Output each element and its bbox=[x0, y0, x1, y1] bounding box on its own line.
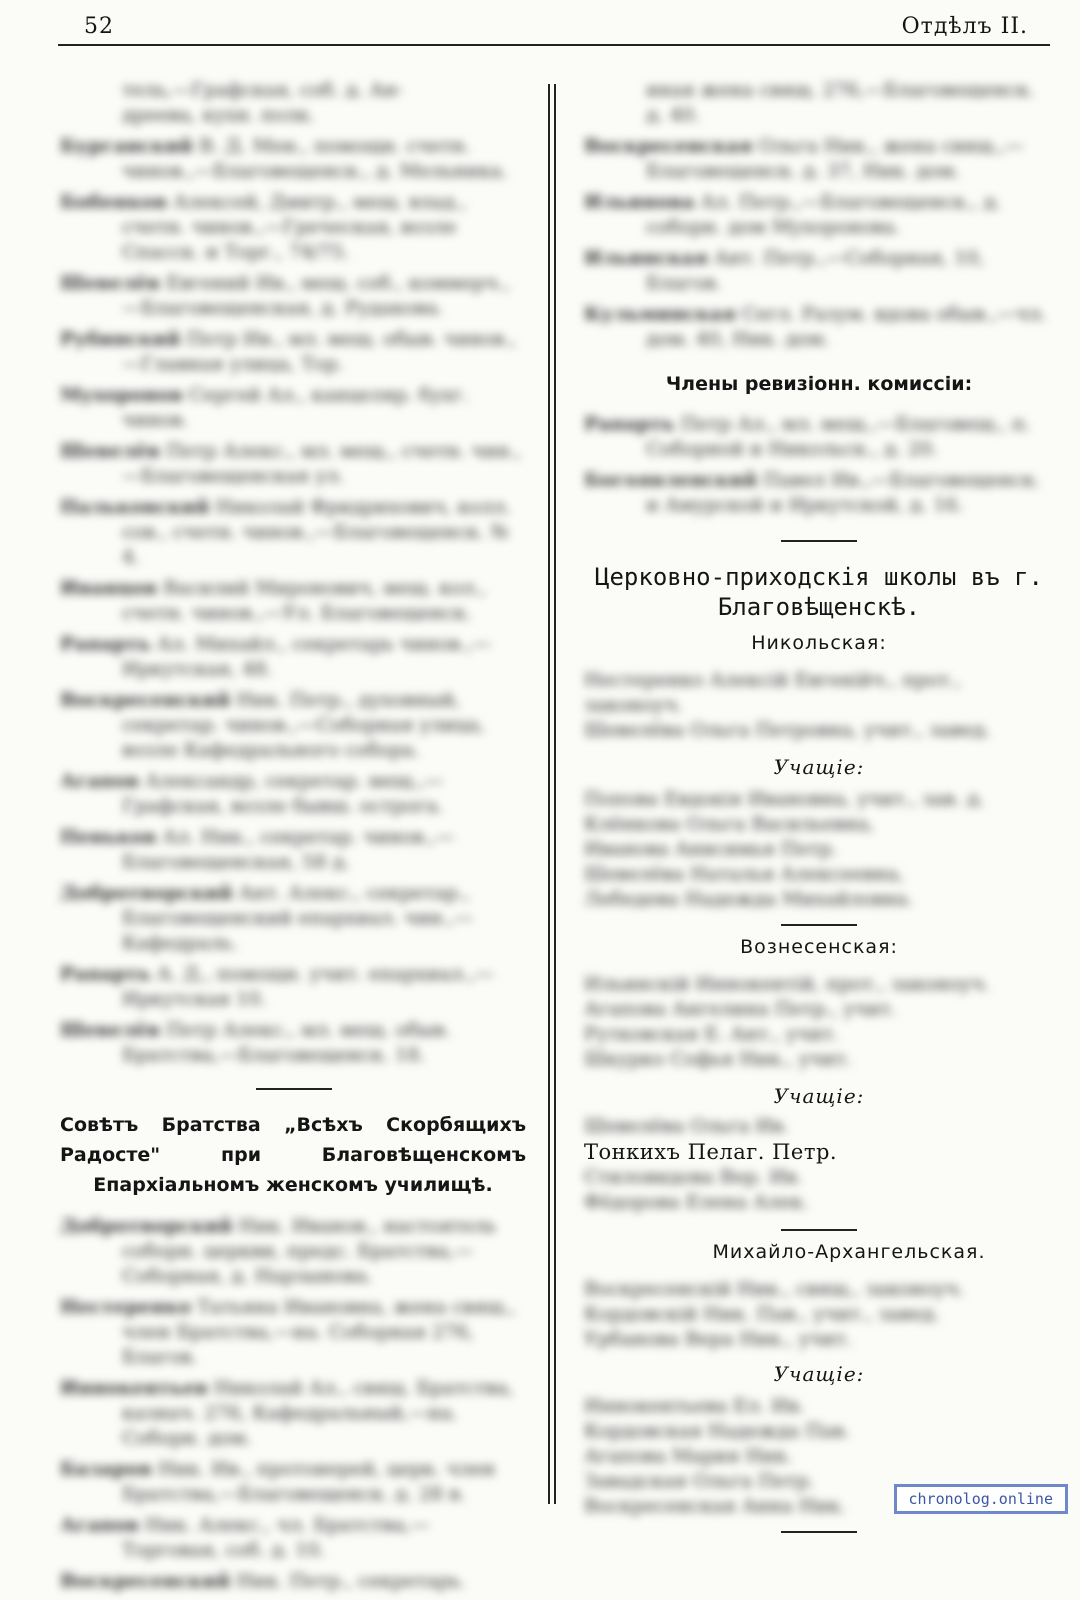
entry-details: Сергей Ал., канцеляр. бухг. чинов. bbox=[122, 384, 469, 431]
entry-details: А. Д., помощн. учит. епархиал.,—Иркутская 10. bbox=[122, 963, 494, 1010]
entry-surname: Агапов bbox=[60, 1514, 140, 1536]
section-dash bbox=[781, 1531, 857, 1533]
nikolskaya-teachers bbox=[584, 787, 1054, 912]
entry-surname: Мухоронов bbox=[60, 384, 183, 406]
nikolskaya-staff bbox=[584, 668, 1054, 743]
continued-text-right: иная жена свящ. 276,—Благовещенск. д. 40. bbox=[646, 79, 1035, 126]
entry-details: Евгений Ив., мещ. соб., коммерч.,—Благовещенская, д. Рудакова. bbox=[122, 272, 510, 319]
entry-details: Татьяна Ивановна, жена свящ., член Братства,—на. Соборная 276, Благов. bbox=[122, 1296, 516, 1368]
left-entries bbox=[60, 134, 526, 1068]
staff-line: Попова Евдокія Ивановна, учит., зав. д. bbox=[584, 788, 985, 810]
entry-surname: Шевелёв bbox=[60, 272, 161, 294]
entry-details: Петр Ал., мл. мещ.,—Благовещ., п. Соборной и Никольск., д. 20. bbox=[646, 413, 1031, 460]
voznesenskaya-staff bbox=[584, 972, 1054, 1072]
entry-surname: Кульминская bbox=[584, 303, 736, 325]
directory-entry bbox=[60, 881, 526, 956]
section-title: Отдѣлъ II. bbox=[901, 14, 1028, 39]
entry-surname: Воскресенский bbox=[60, 689, 231, 711]
entry-surname: Воскресенский bbox=[60, 1570, 231, 1592]
directory-entry bbox=[60, 1513, 526, 1563]
staff-line: Ильинскій Иннокентій, прот., законоуч. bbox=[584, 973, 990, 995]
header-rule bbox=[58, 44, 1050, 46]
directory-entry bbox=[584, 412, 1054, 462]
staff-line: Лебедева Надежда Михайловна. bbox=[584, 888, 914, 910]
continued-text: тель,—Графская, соб. д. Ан- дреева, кухн. полк. bbox=[122, 79, 403, 126]
staff-line: Шевелёва Наталья Алексеевна, bbox=[584, 863, 904, 885]
directory-entry bbox=[584, 468, 1054, 518]
staff-line: Нестеренко Алексій Евгенійч., прот., законоуч. bbox=[584, 669, 962, 716]
entry-surname: Нестеренко bbox=[60, 1296, 192, 1318]
column-divider bbox=[548, 84, 556, 1504]
entry-surname: Агапов bbox=[60, 770, 140, 792]
voznesenskaya-teachers bbox=[584, 1114, 1054, 1215]
entry-details: Ольга Ник., жена свящ.,—Благовещенск. д. 37, Ник. дом. bbox=[646, 135, 1025, 182]
directory-entry bbox=[60, 1457, 526, 1507]
right-column bbox=[584, 78, 1054, 1543]
school-name-voznesenskaya: Вознесенская: bbox=[740, 936, 898, 958]
staff-line: Иннокентьева Ел. Ив. bbox=[584, 1395, 805, 1417]
entry-details: Петр Алекс., мл. мещ. обыв. Братства,—Благовещенск. 18. bbox=[122, 1019, 451, 1066]
entry-surname: Добротворский bbox=[60, 1215, 233, 1237]
sovet-entries bbox=[60, 1214, 526, 1594]
entry-details: Ант. Петр.,—Соборная, 10, Благов. bbox=[646, 247, 985, 294]
section-dash bbox=[781, 540, 857, 542]
left-column bbox=[60, 78, 526, 1600]
entry-details: Ал. Ник., секретар. чинов.,—Благовещенская, 58 д. bbox=[122, 826, 455, 873]
revision-heading: Члены ревизіонн. комиссіи: bbox=[665, 373, 973, 395]
entry-surname: Рубинский bbox=[60, 328, 181, 350]
directory-entry bbox=[60, 632, 526, 682]
entry-surname: Шевелёв bbox=[60, 1019, 161, 1041]
directory-entry bbox=[60, 576, 526, 626]
entry-surname: Ильинова bbox=[584, 191, 695, 213]
staff-line: Рутковская Е. Ант., учит. bbox=[584, 1023, 839, 1045]
entry-surname: Базаров bbox=[60, 1458, 153, 1480]
watermark[interactable]: chronolog.online bbox=[894, 1484, 1069, 1514]
entry-surname: Рапарть bbox=[584, 413, 675, 435]
entry-details: Петр Алекс., мл. мещ., счетн. чин.,—Благовещенская ул. bbox=[122, 440, 522, 487]
entry-surname: Иванцов bbox=[60, 577, 158, 599]
staff-line: Агапова Мария Ник. bbox=[584, 1445, 793, 1467]
directory-entry bbox=[60, 1376, 526, 1451]
section-dash bbox=[781, 924, 857, 926]
entry-surname: Бурганский bbox=[60, 135, 194, 157]
entry-details: Ник. Иванов., настоятель соборн. церкви, предс. Братства,—Соборная, д. Нарзынова. bbox=[122, 1215, 497, 1287]
entry-surname: Ильинская bbox=[584, 247, 708, 269]
staff-line: Агапова Ангелина Петр., учит. bbox=[584, 998, 897, 1020]
teachers-label: Учащіе: bbox=[773, 755, 865, 779]
entry-details: Алексей, Дмитр., мещ. влад., счетн. чинов.,—Греческая, возле Спасск. и Торг., 74/75. bbox=[122, 191, 467, 263]
section-dash bbox=[781, 1229, 857, 1231]
entry-details: Николай Ал., свящ. Братства, казнач. 276, Кафедральный,—на. Соборн. дом. bbox=[122, 1377, 514, 1449]
teacher-name-visible: Тонкихъ Пелаг. Петр. bbox=[584, 1140, 838, 1164]
mikh-staff bbox=[584, 1277, 1054, 1352]
staff-line: Воскресенскій Ник., свящ., законоуч. bbox=[584, 1278, 965, 1300]
directory-entry bbox=[60, 1214, 526, 1289]
entry-details: Сегл. Разум. вдова обыв.,—чл. дом. 40, Ник. дом. bbox=[646, 303, 1047, 350]
entry-details: Павел Ив.,—Благовещенск. и Амурской и Иркутской, д. 16. bbox=[646, 469, 1041, 516]
staff-line: Фёдорова Елена Алек. bbox=[584, 1191, 809, 1213]
staff-line: Шкурко Софья Ник., учит. bbox=[584, 1048, 852, 1070]
staff-line: Урбанова Вера Ник., учит. bbox=[584, 1328, 852, 1350]
directory-entry bbox=[60, 1295, 526, 1370]
staff-line: Шевелёва Ольга Петровна, учит., завед. bbox=[584, 719, 991, 741]
page-number: 52 bbox=[84, 14, 114, 39]
entry-details: Петр Ив., мл. мещ. обыв. чинов.,—Главная улица, Тор. bbox=[122, 328, 517, 375]
entry-surname: Шевелёв bbox=[60, 440, 161, 462]
directory-entry bbox=[60, 383, 526, 433]
directory-entry bbox=[60, 190, 526, 265]
entry-details: Ал. Петр.,—Благовещенск., д. соборн. дом Мухоронова. bbox=[646, 191, 1002, 238]
entry-surname: Добротворский bbox=[60, 882, 233, 904]
entry-surname: Бобенков bbox=[60, 191, 168, 213]
entry-details: Василий Миронович, мещ. кол., счетн. чинов.,—Ул. Благовещенск. bbox=[122, 577, 487, 624]
entry-surname: Рапарть bbox=[60, 963, 151, 985]
revision-entries bbox=[584, 412, 1054, 518]
staff-line: Завадская Ольга Петр. bbox=[584, 1470, 815, 1492]
entry-details: Николай Фридрихович, колл. сов., счетн. чинов.,—Благовещенск. № 4. bbox=[122, 496, 512, 568]
entry-surname: Пеньков bbox=[60, 826, 157, 848]
entry-details: Ант. Алекс., секретар., Благовещенский епархиал. чин.,—Кафедраль. bbox=[122, 882, 474, 954]
directory-entry bbox=[60, 495, 526, 570]
entry-details: Ник. Ив., протоиерей, церк. член Братства,—Благовещенск. д. 28 в. bbox=[122, 1458, 496, 1505]
directory-entry bbox=[60, 327, 526, 377]
entry-details: Ал. Михайл., секретарь чинов.,—Иркутская, 48. bbox=[122, 633, 492, 680]
entry-surname: Пальковский bbox=[60, 496, 210, 518]
entry-surname: Богоявленский bbox=[584, 469, 758, 491]
entry-surname: Рапарть bbox=[60, 633, 151, 655]
directory-entry bbox=[60, 134, 526, 184]
staff-line: Клёнкова Ольга Васильевна, bbox=[584, 813, 875, 835]
staff-line: Кордовская Надежда Пав. bbox=[584, 1420, 851, 1442]
staff-line: Кордовскій Ник. Пав., учит., завед. bbox=[584, 1303, 940, 1325]
directory-entry bbox=[60, 769, 526, 819]
staff-line: Стиловидова Вер. Ив. bbox=[584, 1166, 803, 1188]
directory-entry bbox=[584, 190, 1054, 240]
directory-entry bbox=[584, 246, 1054, 296]
schools-title: Церковно-приходскія школы въ г. Благовѣщенскѣ. bbox=[595, 563, 1043, 621]
staff-line: Шевелёва Ольга Ив. bbox=[584, 1115, 789, 1137]
directory-entry bbox=[60, 1018, 526, 1068]
sovet-heading: Совѣтъ Братства „Всѣхъ Скорбящихъ Радосте" при Благовѣщенскомъ Епархіальномъ женскомъ училищѣ. bbox=[60, 1114, 526, 1196]
entry-details: В. Д. Мен., помощн. счетн. чинов.,—Благовещенск., д. Мельника. bbox=[122, 135, 508, 182]
section-dash bbox=[256, 1088, 332, 1090]
directory-entry bbox=[584, 302, 1054, 352]
entry-surname: Иннокентьев bbox=[60, 1377, 209, 1399]
teachers-label: Учащіе: bbox=[773, 1362, 865, 1386]
directory-entry bbox=[60, 962, 526, 1012]
directory-entry bbox=[60, 825, 526, 875]
directory-entry bbox=[60, 1569, 526, 1594]
right-top-entries bbox=[584, 134, 1054, 352]
directory-entry bbox=[60, 439, 526, 489]
school-name-mikh: Михайло-Архангельская. bbox=[712, 1241, 986, 1263]
school-name-nikolskaya: Никольская: bbox=[751, 632, 887, 654]
directory-entry bbox=[60, 271, 526, 321]
teachers-label: Учащіе: bbox=[773, 1084, 865, 1108]
entry-details: Александр, секретар. мещ.,—Графская, возле бывш. острога. bbox=[122, 770, 444, 817]
directory-entry bbox=[584, 134, 1054, 184]
staff-line: Иванова Анисимья Петр. bbox=[584, 838, 838, 860]
entry-details: Ник. Алекс., чл. Братства,—Торговая, соб. д. 10. bbox=[122, 1514, 430, 1561]
directory-entry bbox=[60, 688, 526, 763]
entry-surname: Воскресенская bbox=[584, 135, 753, 157]
entry-details: Ник. Петр., секретарь. bbox=[236, 1570, 466, 1592]
staff-line: Воскресенская Анна Ник. bbox=[584, 1495, 846, 1517]
entry-details: Ник. Петр., духовный, секретар. чинов.,—Соборная улица, возле Кафедрального собора. bbox=[122, 689, 485, 761]
